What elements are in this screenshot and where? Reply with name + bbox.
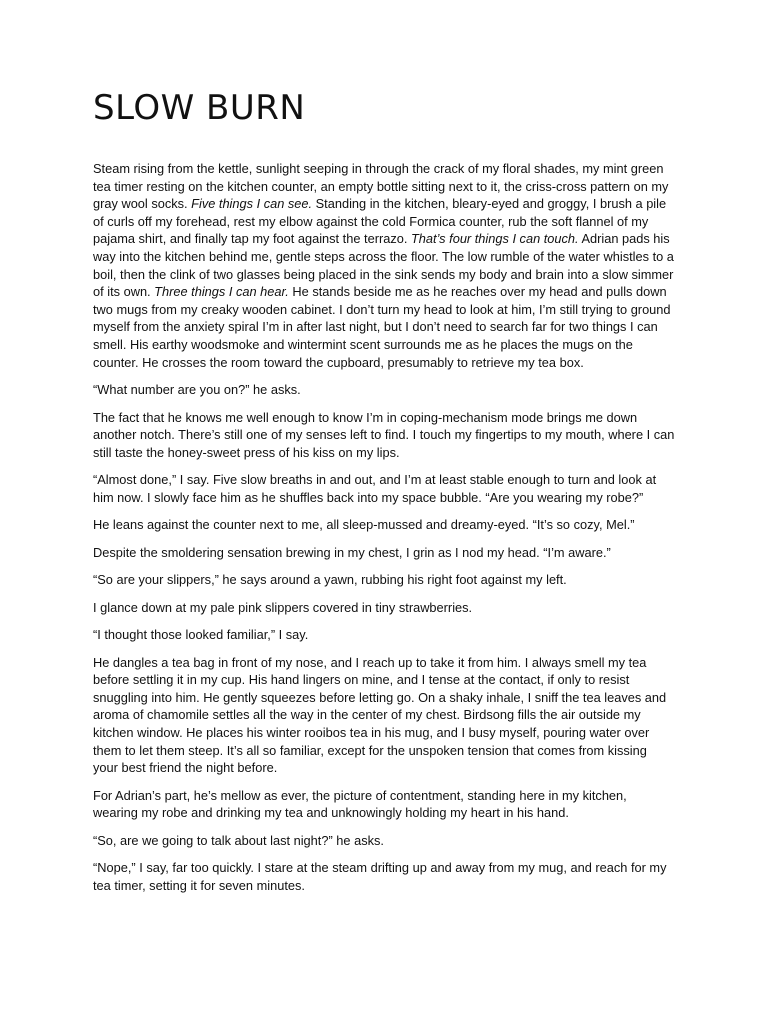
- body-paragraph: [93, 381, 675, 399]
- text-run: “Almost done,” I say. Five slow breaths in and out, and I’m at least stable enough to turn and look at him now. I slowly face him as he shuffles back into my space bubble. “Are you wearing my robe?”: [93, 472, 657, 505]
- body-paragraph: [93, 787, 675, 822]
- body-paragraph: [93, 599, 675, 617]
- text-run: “So are your slippers,” he says around a yawn, rubbing his right foot against my left.: [93, 572, 567, 588]
- document-title: SLOW BURN: [93, 88, 306, 128]
- italic-text-run: Three things I can hear.: [154, 284, 289, 300]
- document-page: [93, 86, 675, 904]
- text-run: “I thought those looked familiar,” I say.: [93, 627, 309, 643]
- text-run: The fact that he knows me well enough to know I’m in coping-mechanism mode brings me down another notch. There’s still one of my senses left to find. I touch my fingertips to my mouth, where I can still taste the honey-sweet press of his kiss on my lips.: [93, 409, 675, 460]
- text-run: Despite the smoldering sensation brewing in my chest, I grin as I nod my head. “I’m aware.”: [93, 544, 611, 560]
- body-paragraph: [93, 832, 675, 850]
- text-run: He leans against the counter next to me, all sleep-mussed and dreamy-eyed. “It’s so cozy, Mel.”: [93, 517, 635, 533]
- body-paragraph: [93, 654, 675, 777]
- body-paragraph: [93, 160, 675, 371]
- document-body: [93, 160, 675, 894]
- text-run: I glance down at my pale pink slippers covered in tiny strawberries.: [93, 599, 473, 615]
- text-run: Adrian pads his way into the kitchen behind me, gentle steps across the floor. The low rumble of the water whistles to a boil, then the clink of two glasses being placed in the sink sends my body and brain into a slow simmer of its own.: [93, 231, 674, 300]
- body-paragraph: [93, 409, 675, 462]
- body-paragraph: [93, 544, 675, 562]
- text-run: He dangles a tea bag in front of my nose, and I reach up to take it from him. I always smell my tea before settling it in my cup. His hand lingers on mine, and I tense at the contact, if only to resist snuggling into him. He gently squeezes before letting go. On a shaky inhale, I sniff the tea leaves and aroma of chamomile settles all the way in the center of my chest. Birdsong fills the air outside my kitchen window. He places his winter rooibos tea in his mug, and I busy myself, pouring water over them to let them steep. It’s all so familiar, except for the unspoken tension that comes from kissing your best friend the night before.: [93, 654, 667, 776]
- text-run: “So, are we going to talk about last night?” he asks.: [93, 832, 384, 848]
- body-paragraph: [93, 571, 675, 589]
- text-run: He stands beside me as he reaches over my head and pulls down two mugs from my creaky wooden cabinet. I don’t turn my head to look at him, I’m still trying to ground myself from the anxiety spiral I’m in after last night, but I don’t need to search far for two things I can smell. His earthy woodsmoke and wintermint scent surrounds me as he places the mugs on the counter. He crosses the room toward the cupboard, presumably to retrieve my tea box.: [93, 284, 671, 370]
- body-paragraph: [93, 626, 675, 644]
- italic-text-run: Five things I can see.: [191, 196, 313, 212]
- body-paragraph: [93, 516, 675, 534]
- italic-text-run: That’s four things I can touch.: [410, 231, 579, 247]
- text-run: Steam rising from the kettle, sunlight seeping in through the crack of my floral shades, my mint green tea timer resting on the kitchen counter, an empty bottle sitting next to it, the criss-cross pattern on my gray wool socks.: [93, 161, 669, 212]
- text-run: Standing in the kitchen, bleary-eyed and groggy, I brush a pile of curls off my forehead, rest my elbow against the cold Formica counter, rub the soft flannel of my pajama shirt, and finally tap my foot against the terrazo.: [93, 196, 667, 247]
- text-run: “What number are you on?” he asks.: [93, 382, 301, 398]
- text-run: “Nope,” I say, far too quickly. I stare at the steam drifting up and away from my mug, and reach for my tea timer, setting it for seven minutes.: [93, 860, 667, 893]
- body-paragraph: [93, 859, 675, 894]
- body-paragraph: [93, 471, 675, 506]
- text-run: For Adrian’s part, he’s mellow as ever, the picture of contentment, standing here in my kitchen, wearing my robe and drinking my tea and unknowingly holding my heart in his hand.: [93, 787, 627, 821]
